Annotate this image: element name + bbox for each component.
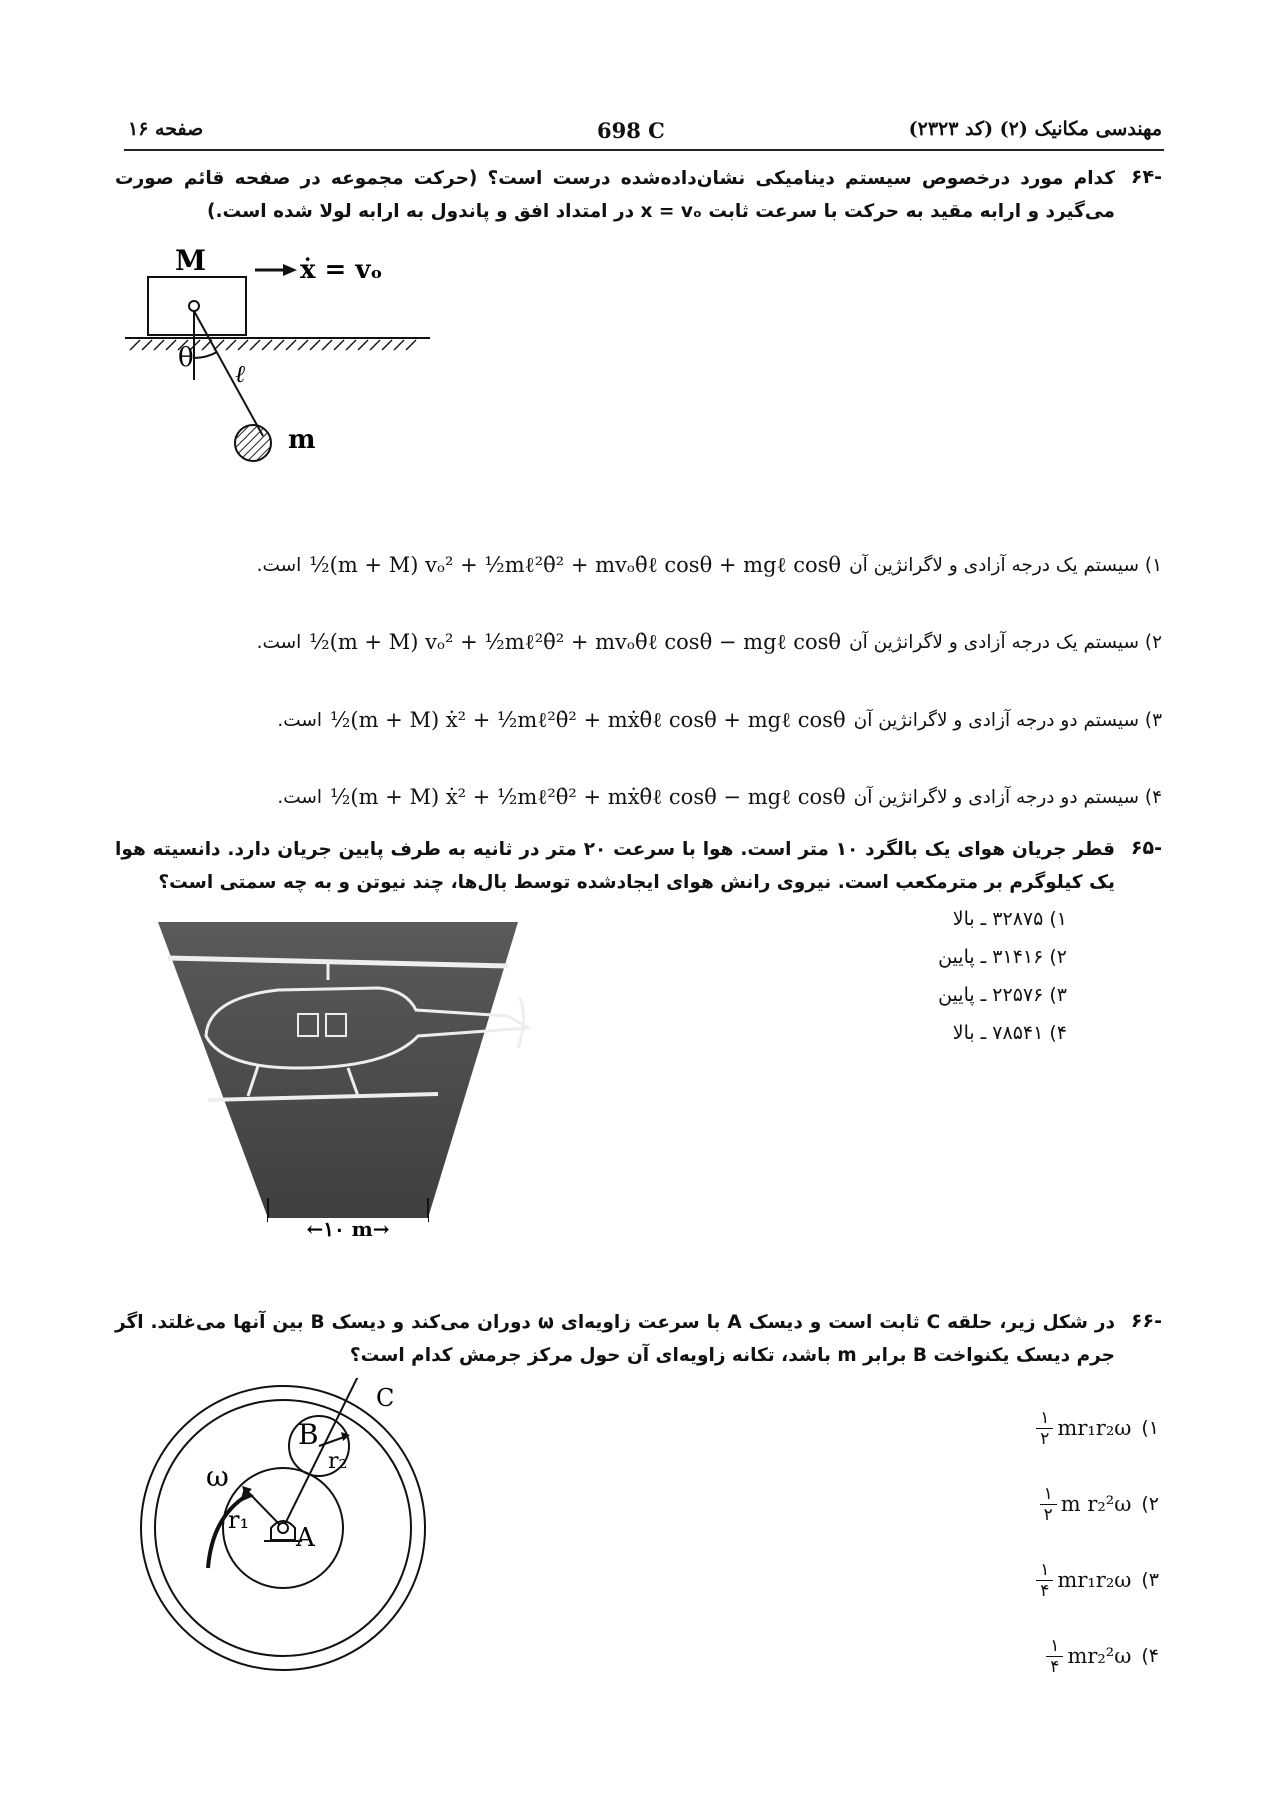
q66-option-1-frac-bot: ۲: [1040, 1428, 1050, 1449]
q66-option-1-frac-top: ۱: [1036, 1408, 1053, 1429]
q64-option-2[interactable]: [117, 622, 1162, 662]
q65-option-1[interactable]: ۱) ۳۲۸۷۵ ـ بالا: [952, 908, 1067, 930]
q64-option-2-text: ۲) سیستم یک درجه آزادی و لاگرانژین آن: [849, 631, 1162, 653]
q66-label-r2: r₂: [328, 1449, 348, 1474]
q64-label-cart-mass: M: [175, 244, 206, 277]
q66-option-3[interactable]: [959, 1542, 1159, 1618]
q66-option-2-frac-bot: ۲: [1043, 1504, 1053, 1525]
q66-option-2-frac-top: ۱: [1040, 1484, 1057, 1505]
q64-option-4[interactable]: [117, 777, 1162, 817]
q66-label-disk-b: B: [298, 1418, 319, 1451]
q64-bob: [235, 425, 271, 461]
q66-option-2[interactable]: [959, 1466, 1159, 1542]
header-booklet-code: 698 C: [597, 118, 665, 143]
q66-option-4-frac-bot: ۴: [1050, 1656, 1060, 1677]
q66-option-1[interactable]: [959, 1390, 1159, 1466]
q66-disk-figure: [128, 1378, 448, 1688]
q65-option-2[interactable]: ۲) ۳۱۴۱۶ ـ پایین: [938, 946, 1067, 968]
q64-velocity-arrowhead: [283, 264, 297, 276]
q64-option-2-formula: ½(m + M) vₒ² + ½mℓ²θ̇² + mvₒθ̇ℓ cosθ − mgℓ cosθ: [309, 629, 842, 654]
q66-option-2-number: ۲): [1141, 1493, 1159, 1515]
q66-option-4-number: ۴): [1141, 1645, 1159, 1667]
q66-label-disk-a: A: [296, 1523, 315, 1553]
q65-text: قطر جریان هوای یک بالگرد ۱۰ متر است. هوا با سرعت ۲۰ متر در ثانیه به طرف پایین جریان دارد. دانسیته هوا یک کیلوگرم بر مترمکعب است. نیروی رانش هوای ایجادشده توسط بال‌ها، چند نیوتن و به چه سمتی است؟: [115, 839, 1115, 893]
q64-label-velocity: ẋ = vₒ: [300, 255, 383, 285]
q64-angle-arc: [194, 352, 217, 358]
q64-option-3-formula: ½(m + M) ẋ² + ½mℓ²θ̇² + mẋθ̇ℓ cosθ + mgℓ cosθ: [330, 707, 846, 732]
q65-options: [767, 900, 1067, 1052]
q64-option-3-suffix: است.: [277, 709, 323, 731]
q66-label-ring: C: [376, 1384, 395, 1412]
q64-pivot: [189, 301, 199, 311]
q66-option-2-expr: m r₂²ω: [1060, 1492, 1132, 1516]
q64-option-4-formula: ½(m + M) ẋ² + ½mℓ²θ̇² + mẋθ̇ℓ cosθ − mgℓ cosθ: [330, 784, 846, 809]
q64-option-3[interactable]: [117, 700, 1162, 740]
q64-label-length: ℓ: [235, 360, 245, 388]
q66-options: [959, 1390, 1159, 1694]
q64-pendulum-rod: [194, 311, 263, 436]
q66-center-pin: [278, 1523, 288, 1533]
q64-label-bob-mass: m: [288, 425, 316, 455]
q64-label-angle: θ: [178, 343, 194, 373]
q65-option-4[interactable]: ۴) ۷۸۵۴۱ ـ بالا: [952, 1022, 1067, 1044]
q66-option-1-expr: mr₁r₂ω: [1057, 1416, 1132, 1440]
q64-option-4-text: ۴) سیستم دو درجه آزادی و لاگرانژین آن: [853, 786, 1162, 808]
q64-option-4-suffix: است.: [277, 786, 323, 808]
q64-text: کدام مورد درخصوص سیستم دینامیکی نشان‌داده‌شده درست است؟ (حرکت مجموعه در صفحه قائم صورت می‌گیرد و ارابه مقید به حرکت با سرعت ثابت x = vₒ در امتداد افق و پاندول به ارابه لولا شده است.): [115, 168, 1115, 222]
q66-label-r1: r₁: [228, 1506, 250, 1534]
q64-ground-hatch: [130, 340, 416, 350]
q66-option-3-number: ۳): [1141, 1569, 1159, 1591]
q64-option-1-suffix: است.: [256, 554, 302, 576]
q66-option-4-expr: mr₂²ω: [1067, 1644, 1132, 1668]
header-rule: [124, 149, 1164, 151]
q64-number: -۶۴: [1130, 166, 1162, 188]
q65-helicopter-figure: [148, 918, 588, 1286]
q65-number: -۶۵: [1130, 837, 1162, 859]
q66-option-4[interactable]: [959, 1618, 1159, 1694]
q64-option-3-text: ۳) سیستم دو درجه آزادی و لاگرانژین آن: [853, 709, 1162, 731]
q66-number: -۶۶: [1130, 1310, 1162, 1332]
q66-option-3-frac-top: ۱: [1036, 1560, 1053, 1581]
q66-label-omega: ω: [206, 1460, 229, 1493]
q65-option-3[interactable]: ۳) ۲۲۵۷۶ ـ پایین: [938, 984, 1067, 1006]
q66-option-4-frac-top: ۱: [1046, 1636, 1063, 1657]
q66-option-1-number: ۱): [1141, 1417, 1159, 1439]
q64-pendulum-figure: [120, 240, 450, 520]
q64-option-1-text: ۱) سیستم یک درجه آزادی و لاگرانژین آن: [849, 554, 1162, 576]
q64-option-1[interactable]: [117, 545, 1162, 585]
q66-text: در شکل زیر، حلقه C ثابت است و دیسک A با سرعت زاویه‌ای ω دوران می‌کند و دیسک B بین آنها می‌غلتد. اگر جرم دیسک یکنواخت B برابر m باشد، تکانه زاویه‌ای آن حول مرکز جرمش کدام است؟: [115, 1312, 1115, 1366]
q66-option-3-frac-bot: ۴: [1040, 1580, 1050, 1601]
q64-option-1-formula: ½(m + M) vₒ² + ½mℓ²θ̇² + mvₒθ̇ℓ cosθ + mgℓ cosθ: [309, 552, 842, 577]
header-exam-title: مهندسی مکانیک (۲) (کد ۲۳۲۳): [908, 118, 1162, 140]
header-page-number: صفحه ۱۶: [128, 118, 204, 140]
q66-option-3-expr: mr₁r₂ω: [1057, 1568, 1132, 1592]
q64-option-2-suffix: است.: [256, 631, 302, 653]
q65-width-label: ←۱۰ m→: [306, 1217, 390, 1241]
